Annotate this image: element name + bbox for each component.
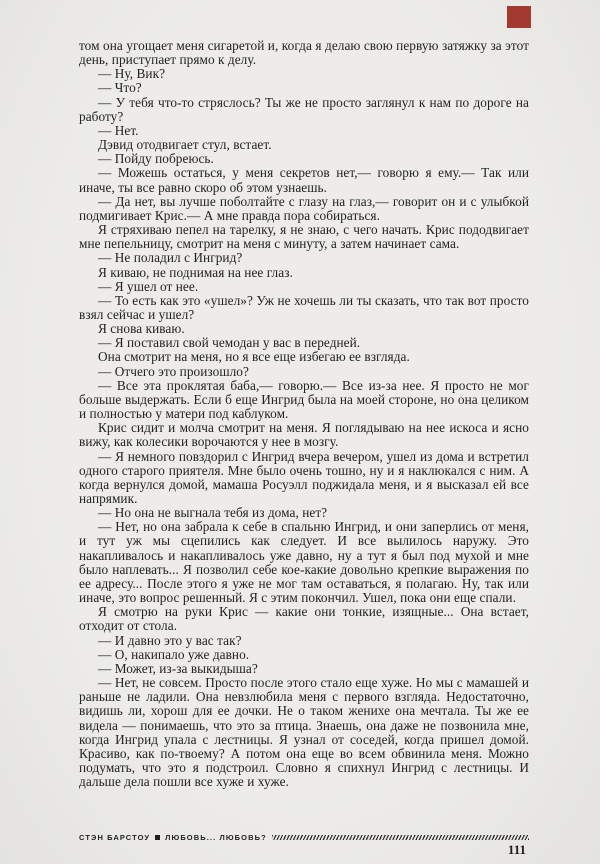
footer-decorative-rule [272, 835, 529, 840]
page-number: 111 [507, 842, 526, 857]
paragraph: — Да нет, вы лучше поболтайте с глазу на глаз,— говорит он и с улыбкой подмигивает Крис.— А мне правда пора собираться. [79, 193, 529, 223]
footer [79, 833, 529, 842]
paragraph: Дэвид отодвигает стул, встает. [98, 137, 272, 153]
paragraph: — И давно это у вас так? [98, 632, 242, 648]
footer-title: ЛЮБОВЬ... ЛЮБОВЬ? [165, 833, 267, 842]
footer-author: СТЭН БАРСТОУ [79, 833, 151, 842]
paragraph: — О, накипало уже давно. [98, 646, 250, 662]
paragraph: — Может, из-за выкидыша? [98, 660, 258, 676]
paragraph: — Можешь остаться, у меня секретов нет,— говорю я ему.— Так или иначе, ты все равно скоро об этом узнаешь. [79, 165, 529, 195]
paragraph: — У тебя что-то стряслось? Ты же не просто заглянул к нам по дороге на работу? [79, 94, 529, 124]
square-separator-icon [155, 835, 160, 840]
paragraph: — Я ушел от нее. [98, 278, 199, 294]
paragraph: — Нет, но она забрала к себе в спальню Ингрид, и они заперлись от меня, и тут уж мы сцепились как следует. И все вылилось наружу. Это накапливалось и накапливалось уже давно, ну а тут я был под мухой и мне было наплевать... Я позволил себе кое-какие довольно крепкие выражения по ее адресу... После этого я уже не мог там оставаться, я полагаю. Ну, так или иначе, это вопрос решенный. Я с этим покончил. Ушел, пока они еще спали. [79, 519, 529, 606]
paragraph: — Ну, Вик? [98, 66, 166, 82]
paragraph: — Нет. [98, 122, 139, 138]
paragraph: Я стряхиваю пепел на тарелку, я не знаю, с чего начать. Крис пододвигает мне пепельницу, смотрит на меня с минуту, а затем начинает сама. [79, 222, 529, 252]
paragraph: — Я поставил свой чемодан у вас в передней. [98, 335, 361, 351]
paragraph: — Не поладил с Ингрид? [98, 250, 243, 266]
paragraph: — Отчего это произошло? [98, 363, 249, 379]
paragraph: Крис сидит и молча смотрит на меня. Я поглядываю на нее искоса и ясно вижу, как колесики ворочаются у нее в мозгу. [79, 420, 529, 450]
paragraph: Она смотрит на меня, но я все еще избегаю ее взгляда. [98, 349, 410, 365]
corner-mark [507, 6, 531, 28]
paragraph: — То есть как это «ушел»? Уж не хочешь ли ты сказать, что так вот просто взял сейчас и ушел? [79, 292, 529, 322]
paragraph: Я смотрю на руки Крис — какие они тонкие, изящные... Она встает, отходит от стола. [79, 604, 529, 634]
paragraph: — Нет, не совсем. Просто после этого стало еще хуже. Но мы с мамашей и раньше не ладили. Она невзлюбила меня с первого взгляда. Недостаточно, видишь ли, хорош для ее дочки. Не о таком женихе она мечтала. Ты же ее видела — понимаешь, что это за птица. Знаешь, она даже не позвонила мне, когда Ингрид упала с лестницы. Я узнал от соседей, когда пришел домой. Красиво, как по-твоему? А потом она еще во всем обвинила меня. Можно подумать, что это я подстроил. Словно я спихнул Ингрид с лестницы. И дальше дела пошли все хуже и хуже. [79, 675, 529, 790]
paragraph: — Я немного повздорил с Ингрид вчера вечером, ушел из дома и встретил одного старого приятеля. Мне было очень тошно, ну и я наклюкался с ним. А когда вернулся домой, мамаша Росуэлл поджидала меня, и я высказал ей все напрямик. [79, 448, 529, 506]
paragraph: Я снова киваю. [98, 321, 185, 337]
paragraph: том она угощает меня сигаретой и, когда я делаю свою первую затяжку за этот день, приступает прямо к делу. [79, 38, 529, 68]
paragraph: — Пойду побреюсь. [98, 151, 214, 167]
text-block [79, 39, 529, 789]
paragraph: Я киваю, не поднимая на нее глаз. [98, 264, 293, 280]
paragraph: — Что? [98, 80, 142, 96]
paragraph: — Но она не выгнала тебя из дома, нет? [98, 505, 328, 521]
paragraph: — Все эта проклятая баба,— говорю.— Все из-за нее. Я просто не мог больше выдержать. Если б еще Ингрид была на моей стороне, но она целиком и полностью у матери под каблуком. [79, 377, 529, 422]
